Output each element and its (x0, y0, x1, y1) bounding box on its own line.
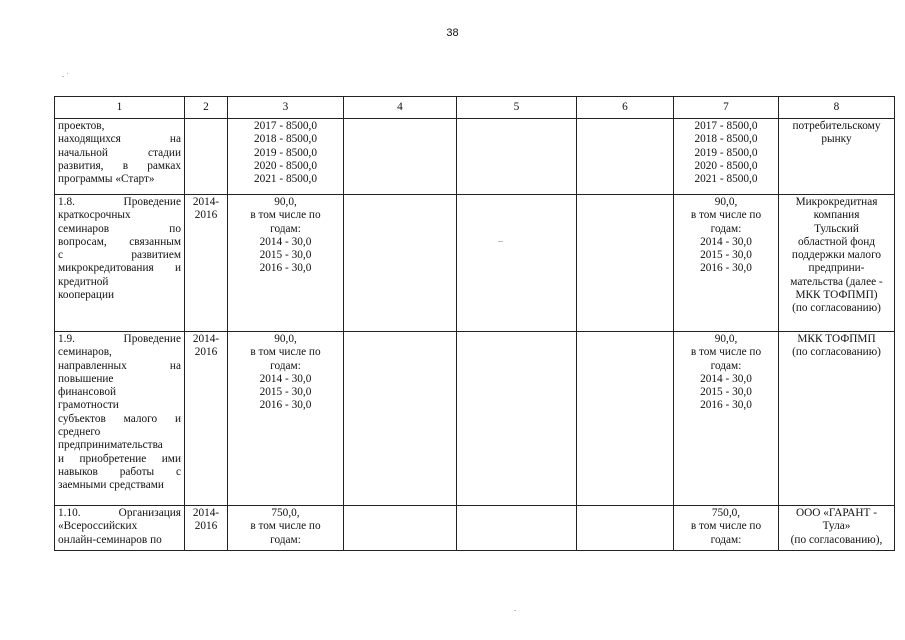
funding-source-cell-line: годам: (710, 359, 742, 372)
empty-cell (457, 195, 577, 332)
total-funding-cell (228, 332, 344, 506)
total-funding-cell-line: годам: (270, 533, 301, 546)
total-funding-cell-line: в том числе по (250, 346, 321, 359)
period-cell-line: 2016 (194, 520, 218, 533)
funding-source-cell-line: 2016 - 30,0 (700, 262, 752, 275)
description-cell-line: онлайн-семинаров по (58, 533, 162, 546)
funding-source-cell-line: в том числе по (690, 520, 762, 533)
period-cell-line: 2016 (194, 346, 218, 359)
description-cell-line: повышение (58, 372, 114, 385)
period-cell-line: 2014- (192, 196, 220, 208)
total-funding-cell-line: 2018 - 8500,0 (253, 133, 318, 146)
table-row (55, 119, 895, 195)
empty-cell (344, 506, 457, 551)
empty-cell (457, 506, 577, 551)
funding-source-cell (674, 506, 779, 551)
period-cell (185, 119, 228, 195)
funding-source-cell-line: 2020 - 8500,0 (694, 159, 758, 172)
description-cell (55, 506, 185, 551)
table-header-row (55, 97, 895, 119)
funding-source-cell-line: годам: (710, 222, 742, 235)
description-cell-line: предпринимательства (58, 439, 163, 452)
funding-source-cell-line: 2015 - 30,0 (700, 386, 752, 399)
total-funding-cell-line: 750,0, (271, 507, 300, 519)
header-cell: 4 (344, 97, 457, 119)
total-funding-cell-line: годам: (270, 222, 301, 235)
funding-source-cell (674, 195, 779, 332)
executor-cell-line: ООО «ГАРАНТ - (795, 507, 878, 519)
total-funding-cell-line: 2019 - 8500,0 (253, 146, 318, 159)
period-cell-line: 2014- (192, 333, 220, 345)
total-funding-cell-line: 2015 - 30,0 (259, 386, 312, 399)
funding-source-cell-line: 750,0, (711, 507, 741, 519)
description-cell-line: развития, в рамках (58, 159, 181, 172)
description-cell-line: навыков работы с (58, 465, 181, 478)
description-cell-line: и приобретение ими (58, 452, 181, 465)
total-funding-cell (228, 119, 344, 195)
total-funding-cell (228, 195, 344, 332)
total-funding-cell-line: 2014 - 30,0 (259, 235, 312, 248)
empty-cell (344, 195, 457, 332)
total-funding-cell-line: 2014 - 30,0 (259, 372, 312, 385)
total-funding-cell-line: 90,0, (274, 196, 297, 208)
description-cell (55, 195, 185, 332)
funding-source-cell-line: годам: (710, 533, 742, 546)
description-cell-line: проектов, (58, 120, 105, 132)
executor-cell-line: предприни- (808, 262, 865, 275)
total-funding-cell-line: годам: (270, 359, 301, 372)
data-table (54, 96, 895, 551)
executor-cell (779, 332, 895, 506)
description-cell-line: финансовой (58, 386, 117, 399)
executor-cell-line: (по согласованию) (792, 302, 881, 315)
total-funding-cell-line: в том числе по (250, 520, 321, 533)
funding-source-cell (674, 119, 779, 195)
executor-cell-line: (по согласованию) (792, 346, 881, 359)
executor-cell-line: поддержки малого (791, 249, 882, 262)
executor-cell-line: Тульский (814, 222, 859, 235)
page-number: 38 (446, 27, 459, 39)
description-cell-line: направленных на (58, 359, 181, 372)
executor-cell (779, 119, 895, 195)
total-funding-cell-line: 2016 - 30,0 (259, 399, 312, 412)
executor-cell (779, 506, 895, 551)
funding-source-cell-line: 2014 - 30,0 (700, 372, 752, 385)
funding-source-cell-line: 2014 - 30,0 (700, 235, 752, 248)
empty-cell (577, 332, 674, 506)
executor-cell-line: мательства (далее - (790, 275, 883, 288)
scan-speck (514, 610, 516, 611)
description-cell-line: кооперации (58, 289, 115, 302)
funding-source-cell-line: 2017 - 8500,0 (694, 120, 758, 132)
empty-cell (457, 119, 577, 195)
period-cell (185, 332, 228, 506)
funding-source-cell-line: 2015 - 30,0 (700, 249, 752, 262)
description-cell-line: семинаров по (58, 222, 181, 235)
executor-cell-line: рынку (821, 133, 852, 146)
description-cell-line: субъектов малого и (58, 412, 181, 425)
scan-speck (62, 76, 64, 77)
funding-source-cell-line: в том числе по (690, 346, 762, 359)
executor-cell-line: компания (813, 209, 860, 222)
total-funding-cell (228, 506, 344, 551)
description-cell-line: «Всероссийских (58, 520, 138, 533)
header-cell: 3 (228, 97, 344, 119)
description-cell-line: семинаров, (58, 346, 112, 359)
empty-cell (344, 332, 457, 506)
funding-source-cell-line: в том числе по (690, 209, 762, 222)
description-cell-line: начальной стадии (58, 146, 181, 159)
empty-cell (577, 119, 674, 195)
executor-cell (779, 195, 895, 332)
total-funding-cell-line: 2015 - 30,0 (259, 249, 312, 262)
funding-source-cell-line: 2019 - 8500,0 (694, 146, 758, 159)
empty-cell (344, 119, 457, 195)
total-funding-cell-line: 2021 - 8500,0 (253, 173, 318, 186)
description-cell-line: с развитием (58, 249, 181, 262)
total-funding-cell-line: в том числе по (250, 209, 321, 222)
funding-source-cell-line: 2018 - 8500,0 (694, 133, 758, 146)
description-cell-line: среднего (58, 426, 101, 439)
executor-cell-line: МКК ТОФПМП) (795, 289, 878, 302)
executor-cell-line: МКК ТОФПМП (797, 333, 876, 345)
executor-cell-line: Тула» (822, 520, 851, 533)
executor-cell-line: (по согласованию), (790, 533, 883, 546)
executor-cell-line: областной фонд (797, 235, 876, 248)
description-cell-line: краткосрочных (58, 209, 131, 222)
description-cell-line: грамотности (58, 399, 119, 412)
executor-cell-line: Микрокредитная (795, 196, 878, 208)
total-funding-cell-line: 2020 - 8500,0 (253, 159, 318, 172)
description-cell (55, 332, 185, 506)
scan-speck (67, 73, 68, 74)
funding-source-cell (674, 332, 779, 506)
funding-source-cell-line: 2016 - 30,0 (700, 399, 752, 412)
period-cell (185, 195, 228, 332)
executor-cell-line: потребительскому (792, 120, 881, 132)
funding-source-cell-line: 90,0, (714, 333, 738, 345)
table-row (55, 195, 895, 332)
empty-cell (577, 506, 674, 551)
description-cell-line: 1.8. Проведение (58, 196, 181, 208)
description-cell-line: 1.10. Организация (58, 507, 181, 519)
header-cell: 8 (779, 97, 895, 119)
period-cell (185, 506, 228, 551)
description-cell-line: программы «Старт» (58, 173, 155, 186)
description-cell-line: заемными средствами (58, 479, 164, 492)
total-funding-cell-line: 2016 - 30,0 (259, 262, 312, 275)
header-cell: 1 (55, 97, 185, 119)
header-cell: 2 (185, 97, 228, 119)
header-cell: 5 (457, 97, 577, 119)
period-cell-line: 2016 (194, 209, 218, 222)
period-cell-line: 2014- (192, 507, 220, 519)
description-cell (55, 119, 185, 195)
table-row (55, 506, 895, 551)
description-cell-line: кредитной (58, 275, 109, 288)
empty-cell (577, 195, 674, 332)
funding-source-cell-line: 2021 - 8500,0 (694, 173, 758, 186)
description-cell-line: вопросам, связанным (58, 235, 181, 248)
total-funding-cell-line: 90,0, (274, 333, 297, 345)
description-cell-line: находящихся на (58, 133, 181, 146)
description-cell-line: 1.9. Проведение (58, 333, 181, 345)
empty-cell (457, 332, 577, 506)
total-funding-cell-line: 2017 - 8500,0 (253, 120, 318, 132)
header-cell: 6 (577, 97, 674, 119)
description-cell-line: микрокредитования и (58, 262, 181, 275)
funding-source-cell-line: 90,0, (714, 196, 738, 208)
table-row (55, 332, 895, 506)
header-cell: 7 (674, 97, 779, 119)
